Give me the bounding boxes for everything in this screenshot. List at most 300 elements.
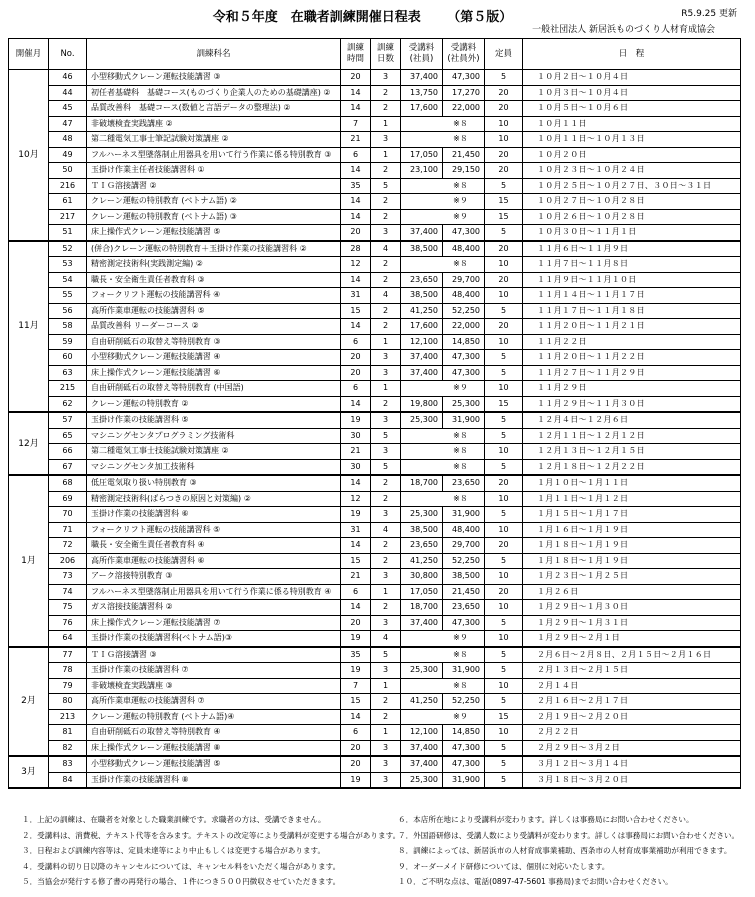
schedule-dates: ２月２２日 bbox=[523, 725, 741, 741]
training-hours: 15 bbox=[341, 303, 371, 319]
month-cell: 1月 bbox=[9, 475, 49, 647]
capacity: 5 bbox=[485, 740, 523, 756]
training-hours: 35 bbox=[341, 178, 371, 194]
training-days: 1 bbox=[371, 334, 401, 350]
schedule-dates: １１月２７日～１１月２９日 bbox=[523, 365, 741, 381]
fee-nonmember: 52,250 bbox=[443, 694, 485, 710]
course-name: 低圧電気取り扱い特別教育 ③ bbox=[87, 475, 341, 491]
course-no: 75 bbox=[49, 600, 87, 616]
training-days: 2 bbox=[371, 319, 401, 335]
title-text: 令和５年度 在職者訓練開催日程表 bbox=[212, 10, 421, 25]
course-no: 206 bbox=[49, 553, 87, 569]
table-row bbox=[9, 709, 741, 725]
fee-member: 37,400 bbox=[401, 70, 443, 86]
schedule-dates: １０月２６日～１０月２８日 bbox=[523, 209, 741, 225]
fee-note: ※９ bbox=[401, 709, 485, 725]
training-days: 3 bbox=[371, 365, 401, 381]
capacity: 20 bbox=[485, 319, 523, 335]
schedule-dates: ２月１３日～２月１５日 bbox=[523, 663, 741, 679]
schedule-dates: １２月１１日～１２月１２日 bbox=[523, 428, 741, 444]
training-days: 2 bbox=[371, 709, 401, 725]
capacity: 5 bbox=[485, 663, 523, 679]
course-name: 高所作業車運転の技能講習科 ⑥ bbox=[87, 553, 341, 569]
fee-nonmember: 48,400 bbox=[443, 288, 485, 304]
training-days: 1 bbox=[371, 116, 401, 132]
table-row bbox=[9, 334, 741, 350]
capacity: 10 bbox=[485, 288, 523, 304]
course-name: (併合)クレーン運転の特別教育＋玉掛け作業の技能講習科 ② bbox=[87, 241, 341, 257]
schedule-dates: １１月１７日～１１月１８日 bbox=[523, 303, 741, 319]
course-no: 216 bbox=[49, 178, 87, 194]
fee-member: 23,100 bbox=[401, 163, 443, 179]
fee-member: 17,050 bbox=[401, 147, 443, 163]
capacity: 10 bbox=[485, 600, 523, 616]
course-name: 玉掛け作業主任者技能講習科 ① bbox=[87, 163, 341, 179]
table-row bbox=[9, 209, 741, 225]
course-no: 67 bbox=[49, 459, 87, 475]
training-hours: 14 bbox=[341, 475, 371, 491]
course-name: 品質改善科 リーダーコース ② bbox=[87, 319, 341, 335]
schedule-dates: １０月２５日～１０月２７日、３０日～３１日 bbox=[523, 178, 741, 194]
fee-nonmember: 31,900 bbox=[443, 507, 485, 523]
fee-note: ※８ bbox=[401, 444, 485, 460]
training-days: 2 bbox=[371, 600, 401, 616]
note-item: ６．本店所在地により受講料が変わります。詳しくは事務局にお問い合わせください。 bbox=[398, 815, 694, 824]
table-row bbox=[9, 600, 741, 616]
schedule-dates: １０月５日～１０月６日 bbox=[523, 101, 741, 117]
course-no: 83 bbox=[49, 756, 87, 772]
table-row bbox=[9, 116, 741, 132]
table-row bbox=[9, 663, 741, 679]
schedule-dates: １月２９日～１月３１日 bbox=[523, 615, 741, 631]
header-fee-nonmember: 受講料 (社員外) bbox=[443, 39, 485, 70]
training-days: 3 bbox=[371, 412, 401, 428]
fee-member: 41,250 bbox=[401, 303, 443, 319]
training-days: 4 bbox=[371, 522, 401, 538]
training-days: 2 bbox=[371, 257, 401, 273]
course-name: フォークリフト運転の技能講習科 ⑤ bbox=[87, 522, 341, 538]
training-days: 3 bbox=[371, 507, 401, 523]
note-item: ５．当協会が発行する修了書の再発行の場合、１件につき５００円徴収させていただきます。 bbox=[22, 877, 341, 886]
course-name: 初任者基礎科 基礎コース(ものづくり企業人のための基礎講座) ② bbox=[87, 85, 341, 101]
capacity: 5 bbox=[485, 350, 523, 366]
table-row bbox=[9, 584, 741, 600]
fee-member: 12,100 bbox=[401, 725, 443, 741]
schedule-dates: １月２９日～２月１日 bbox=[523, 631, 741, 647]
course-no: 81 bbox=[49, 725, 87, 741]
course-name: 精密測定技術科(実践測定編) ② bbox=[87, 257, 341, 273]
training-hours: 20 bbox=[341, 225, 371, 241]
header-no: No. bbox=[49, 39, 87, 70]
course-no: 73 bbox=[49, 569, 87, 585]
training-days: 2 bbox=[371, 85, 401, 101]
table-row bbox=[9, 303, 741, 319]
course-no: 62 bbox=[49, 396, 87, 412]
course-no: 74 bbox=[49, 584, 87, 600]
course-name: アーク溶接特別教育 ③ bbox=[87, 569, 341, 585]
fee-note: ※８ bbox=[401, 491, 485, 507]
course-name: 床上操作式クレーン運転技能講習 ⑤ bbox=[87, 225, 341, 241]
course-no: 52 bbox=[49, 241, 87, 257]
table-row bbox=[9, 772, 741, 788]
fee-member: 38,500 bbox=[401, 241, 443, 257]
table-row bbox=[9, 756, 741, 772]
schedule-dates: １月１０日～１月１１日 bbox=[523, 475, 741, 491]
fee-member: 13,750 bbox=[401, 85, 443, 101]
table-row bbox=[9, 85, 741, 101]
course-name: 職長・安全衛生責任者教育科 ③ bbox=[87, 272, 341, 288]
note-item: ７．外国語研修は、受講人数により受講料が変わります。詳しくは事務局にお問い合わせください。 bbox=[398, 830, 740, 840]
fee-nonmember: 31,900 bbox=[443, 663, 485, 679]
training-days: 1 bbox=[371, 584, 401, 600]
course-no: 68 bbox=[49, 475, 87, 491]
course-name: 玉掛け作業の技能講習科 ⑦ bbox=[87, 663, 341, 679]
training-days: 5 bbox=[371, 647, 401, 663]
schedule-dates: １０月１１日～１０月１３日 bbox=[523, 132, 741, 148]
table-row bbox=[9, 350, 741, 366]
training-hours: 6 bbox=[341, 584, 371, 600]
table-row bbox=[9, 725, 741, 741]
training-days: 1 bbox=[371, 725, 401, 741]
header-row bbox=[9, 39, 741, 70]
fee-note: ※８ bbox=[401, 116, 485, 132]
fee-nonmember: 21,450 bbox=[443, 147, 485, 163]
course-no: 49 bbox=[49, 147, 87, 163]
course-name: 床上操作式クレーン運転技能講習 ⑧ bbox=[87, 740, 341, 756]
course-name: 非破壊検査実践講座 ③ bbox=[87, 678, 341, 694]
course-name: 玉掛け作業の技能講習科 ⑥ bbox=[87, 507, 341, 523]
training-days: 4 bbox=[371, 241, 401, 257]
table-row bbox=[9, 70, 741, 86]
fee-nonmember: 47,300 bbox=[443, 70, 485, 86]
training-days: 4 bbox=[371, 631, 401, 647]
schedule-dates: １１月７日～１１月８日 bbox=[523, 257, 741, 273]
training-days: 2 bbox=[371, 194, 401, 210]
schedule-dates: １２月１３日～１２月１５日 bbox=[523, 444, 741, 460]
training-days: 5 bbox=[371, 428, 401, 444]
schedule-dates: １月２３日～１月２５日 bbox=[523, 569, 741, 585]
capacity: 20 bbox=[485, 475, 523, 491]
training-days: 3 bbox=[371, 350, 401, 366]
training-days: 5 bbox=[371, 459, 401, 475]
course-name: フルハーネス型墜落制止用器具を用いて行う作業に係る特別教育 ③ bbox=[87, 147, 341, 163]
training-days: 2 bbox=[371, 491, 401, 507]
table-row bbox=[9, 132, 741, 148]
table-row bbox=[9, 178, 741, 194]
fee-member: 41,250 bbox=[401, 694, 443, 710]
course-name: ガス溶接技能講習科 ② bbox=[87, 600, 341, 616]
schedule-dates: １２月４日～１２月６日 bbox=[523, 412, 741, 428]
schedule-dates: １０月２日～１０月４日 bbox=[523, 70, 741, 86]
fee-note: ※８ bbox=[401, 257, 485, 273]
table-row bbox=[9, 740, 741, 756]
training-hours: 14 bbox=[341, 272, 371, 288]
table-row bbox=[9, 444, 741, 460]
note-item: ３．日程および訓練内容等は、定員未達等により中止もしくは変更する場合があります。 bbox=[22, 846, 326, 855]
course-name: マシニングセンタプログラミング技術科 bbox=[87, 428, 341, 444]
month-cell: 2月 bbox=[9, 647, 49, 757]
fee-member: 19,800 bbox=[401, 396, 443, 412]
schedule-dates: １月１６日～１月１９日 bbox=[523, 522, 741, 538]
training-days: 3 bbox=[371, 615, 401, 631]
training-hours: 7 bbox=[341, 678, 371, 694]
capacity: 15 bbox=[485, 709, 523, 725]
fee-nonmember: 25,300 bbox=[443, 396, 485, 412]
schedule-dates: １２月１８日～１２月２２日 bbox=[523, 459, 741, 475]
capacity: 20 bbox=[485, 147, 523, 163]
table-row bbox=[9, 288, 741, 304]
table-row bbox=[9, 678, 741, 694]
course-no: 51 bbox=[49, 225, 87, 241]
course-name: ＴＩＧ溶接講習 ② bbox=[87, 178, 341, 194]
training-days: 3 bbox=[371, 663, 401, 679]
header-schedule: 日 程 bbox=[523, 39, 741, 70]
course-no: 80 bbox=[49, 694, 87, 710]
month-cell: 10月 bbox=[9, 70, 49, 241]
organization-name: 一般社団法人 新居浜ものづくり人材育成協会 bbox=[532, 25, 715, 35]
course-name: クレーン運転の特別教育 (ベトナム語) ③ bbox=[87, 209, 341, 225]
course-name: 第二種電気工事士筆記試験対策講座 ② bbox=[87, 132, 341, 148]
training-hours: 20 bbox=[341, 740, 371, 756]
table-row bbox=[9, 412, 741, 428]
table-row bbox=[9, 101, 741, 117]
training-hours: 12 bbox=[341, 491, 371, 507]
schedule-dates: １月２６日 bbox=[523, 584, 741, 600]
table-row bbox=[9, 272, 741, 288]
note-item: ８．訓練によっては、新居浜市の人材育成事業補助、西条市の人材育成事業補助が利用できます。 bbox=[398, 846, 732, 855]
table-row bbox=[9, 365, 741, 381]
course-name: フォークリフト運転の技能講習科 ④ bbox=[87, 288, 341, 304]
training-hours: 19 bbox=[341, 772, 371, 788]
fee-member: 38,500 bbox=[401, 288, 443, 304]
course-name: 非破壊検査実践講座 ② bbox=[87, 116, 341, 132]
schedule-dates: １月２９日～１月３０日 bbox=[523, 600, 741, 616]
course-name: 玉掛け作業の技能講習科 ⑤ bbox=[87, 412, 341, 428]
capacity: 15 bbox=[485, 396, 523, 412]
training-hours: 19 bbox=[341, 631, 371, 647]
table-row bbox=[9, 319, 741, 335]
month-cell: 3月 bbox=[9, 756, 49, 788]
schedule-dates: ２月２９日～３月２日 bbox=[523, 740, 741, 756]
schedule-dates: １０月３日～１０月４日 bbox=[523, 85, 741, 101]
capacity: 10 bbox=[485, 116, 523, 132]
training-days: 2 bbox=[371, 475, 401, 491]
course-no: 45 bbox=[49, 101, 87, 117]
training-days: 1 bbox=[371, 147, 401, 163]
edition-text: （第５版） bbox=[447, 10, 513, 25]
training-days: 3 bbox=[371, 740, 401, 756]
training-hours: 14 bbox=[341, 396, 371, 412]
fee-member: 18,700 bbox=[401, 600, 443, 616]
course-name: クレーン運転の特別教育 ② bbox=[87, 396, 341, 412]
fee-member: 37,400 bbox=[401, 225, 443, 241]
course-name: 玉掛け作業の技能講習科(ベトナム語)③ bbox=[87, 631, 341, 647]
fee-member: 12,100 bbox=[401, 334, 443, 350]
schedule-dates: １１月９日～１１月１０日 bbox=[523, 272, 741, 288]
capacity: 10 bbox=[485, 725, 523, 741]
course-name: 小型移動式クレーン運転技能講習 ④ bbox=[87, 350, 341, 366]
training-hours: 21 bbox=[341, 132, 371, 148]
month-cell: 11月 bbox=[9, 241, 49, 413]
fee-nonmember: 17,270 bbox=[443, 85, 485, 101]
training-days: 3 bbox=[371, 756, 401, 772]
fee-note: ※８ bbox=[401, 459, 485, 475]
course-name: クレーン運転の特別教育 (ベトナム語) ② bbox=[87, 194, 341, 210]
table-row bbox=[9, 569, 741, 585]
fee-nonmember: 14,850 bbox=[443, 334, 485, 350]
capacity: 20 bbox=[485, 538, 523, 554]
header-month: 開催月 bbox=[9, 39, 49, 70]
training-days: 5 bbox=[371, 178, 401, 194]
table-row bbox=[9, 428, 741, 444]
fee-member: 37,400 bbox=[401, 350, 443, 366]
course-no: 76 bbox=[49, 615, 87, 631]
course-name: 高所作業車運転の技能講習科 ⑦ bbox=[87, 694, 341, 710]
course-name: 床上操作式クレーン運転技能講習 ⑥ bbox=[87, 365, 341, 381]
updated-date: R5.9.25 更新 bbox=[681, 9, 737, 19]
training-days: 3 bbox=[371, 70, 401, 86]
schedule-dates: １０月２７日～１０月２８日 bbox=[523, 194, 741, 210]
course-no: 56 bbox=[49, 303, 87, 319]
schedule-table bbox=[8, 38, 741, 789]
capacity: 20 bbox=[485, 85, 523, 101]
training-hours: 14 bbox=[341, 85, 371, 101]
notes-right bbox=[398, 812, 739, 890]
training-hours: 20 bbox=[341, 70, 371, 86]
fee-note: ※８ bbox=[401, 428, 485, 444]
fee-nonmember: 47,300 bbox=[443, 225, 485, 241]
fee-member: 37,400 bbox=[401, 740, 443, 756]
course-name: 床上操作式クレーン運転技能講習 ⑦ bbox=[87, 615, 341, 631]
capacity: 5 bbox=[485, 459, 523, 475]
schedule-dates: ２月１６日～２月１７日 bbox=[523, 694, 741, 710]
capacity: 20 bbox=[485, 101, 523, 117]
schedule-dates: ２月１４日 bbox=[523, 678, 741, 694]
training-days: 2 bbox=[371, 538, 401, 554]
course-name: 第二種電気工事士技能試験対策講座 ② bbox=[87, 444, 341, 460]
note-item: ４．受講料の切り日以降のキャンセルについては、キャンセル料をいただく場合があります。 bbox=[22, 861, 341, 871]
table-row bbox=[9, 459, 741, 475]
fee-nonmember: 22,000 bbox=[443, 319, 485, 335]
course-no: 215 bbox=[49, 381, 87, 397]
schedule-dates: ２月６日～２月８日、２月１５日～２月１６日 bbox=[523, 647, 741, 663]
schedule-dates: １１月６日～１１月９日 bbox=[523, 241, 741, 257]
schedule-dates: １月１８日～１月１９日 bbox=[523, 553, 741, 569]
course-no: 78 bbox=[49, 663, 87, 679]
course-no: 69 bbox=[49, 491, 87, 507]
training-hours: 31 bbox=[341, 522, 371, 538]
fee-nonmember: 31,900 bbox=[443, 412, 485, 428]
course-no: 58 bbox=[49, 319, 87, 335]
capacity: 20 bbox=[485, 163, 523, 179]
schedule-dates: １月１８日～１月１９日 bbox=[523, 538, 741, 554]
table-row bbox=[9, 475, 741, 491]
course-name: マシニングセンタ加工技術科 bbox=[87, 459, 341, 475]
table-row bbox=[9, 647, 741, 663]
fee-note: ※８ bbox=[401, 132, 485, 148]
capacity: 10 bbox=[485, 444, 523, 460]
training-hours: 21 bbox=[341, 444, 371, 460]
training-hours: 30 bbox=[341, 459, 371, 475]
notes-left bbox=[22, 812, 400, 890]
fee-member: 37,400 bbox=[401, 615, 443, 631]
fee-member: 25,300 bbox=[401, 412, 443, 428]
course-no: 71 bbox=[49, 522, 87, 538]
course-name: ＴＩＧ溶接講習 ③ bbox=[87, 647, 341, 663]
training-days: 2 bbox=[371, 396, 401, 412]
schedule-dates: １１月２２日 bbox=[523, 334, 741, 350]
course-no: 46 bbox=[49, 70, 87, 86]
training-days: 2 bbox=[371, 272, 401, 288]
schedule-dates: ３月１８日～３月２０日 bbox=[523, 772, 741, 788]
capacity: 5 bbox=[485, 412, 523, 428]
training-hours: 20 bbox=[341, 350, 371, 366]
fee-nonmember: 52,250 bbox=[443, 553, 485, 569]
table-row bbox=[9, 538, 741, 554]
course-no: 64 bbox=[49, 631, 87, 647]
capacity: 5 bbox=[485, 615, 523, 631]
table-row bbox=[9, 225, 741, 241]
training-hours: 14 bbox=[341, 600, 371, 616]
schedule-dates: １月１１日～１月１２日 bbox=[523, 491, 741, 507]
training-hours: 20 bbox=[341, 756, 371, 772]
training-days: 1 bbox=[371, 381, 401, 397]
course-name: 自由研削砥石の取替え等特別教育 ④ bbox=[87, 725, 341, 741]
course-no: 63 bbox=[49, 365, 87, 381]
table-row bbox=[9, 491, 741, 507]
capacity: 5 bbox=[485, 553, 523, 569]
capacity: 5 bbox=[485, 225, 523, 241]
course-name: 自由研削砥石の取替え等特別教育 ③ bbox=[87, 334, 341, 350]
training-hours: 31 bbox=[341, 288, 371, 304]
training-hours: 15 bbox=[341, 553, 371, 569]
capacity: 10 bbox=[485, 522, 523, 538]
fee-nonmember: 31,900 bbox=[443, 772, 485, 788]
table-row bbox=[9, 147, 741, 163]
fee-member: 41,250 bbox=[401, 553, 443, 569]
fee-member: 25,300 bbox=[401, 507, 443, 523]
schedule-dates: １０月２０日 bbox=[523, 147, 741, 163]
table-row bbox=[9, 522, 741, 538]
note-item: ９．オーダーメイド研修については、個別に対応いたします。 bbox=[398, 861, 610, 871]
course-no: 84 bbox=[49, 772, 87, 788]
note-item: ２．受講料は、消費税、テキスト代等を含みます。テキストの改定等により受講料が変更する場合があります。 bbox=[22, 830, 401, 840]
fee-note: ※９ bbox=[401, 631, 485, 647]
training-hours: 30 bbox=[341, 428, 371, 444]
fee-nonmember: 29,150 bbox=[443, 163, 485, 179]
note-item: １．上記の訓練は、在職者を対象とした職業訓練です。求職者の方は、受講できません。 bbox=[22, 815, 326, 824]
capacity: 5 bbox=[485, 647, 523, 663]
training-hours: 15 bbox=[341, 694, 371, 710]
training-hours: 19 bbox=[341, 663, 371, 679]
capacity: 10 bbox=[485, 569, 523, 585]
course-no: 59 bbox=[49, 334, 87, 350]
schedule-dates: １１月２９日 bbox=[523, 381, 741, 397]
fee-member: 25,300 bbox=[401, 772, 443, 788]
course-name: 品質改善科 基礎コース(数値と言語データの整理法) ② bbox=[87, 101, 341, 117]
training-hours: 28 bbox=[341, 241, 371, 257]
training-hours: 20 bbox=[341, 615, 371, 631]
training-days: 2 bbox=[371, 209, 401, 225]
fee-note: ※８ bbox=[401, 647, 485, 663]
capacity: 5 bbox=[485, 756, 523, 772]
note-item: １０．ご不明な点は、電話(0897-47-5601 事務局)までお問い合わせください。 bbox=[398, 877, 673, 886]
fee-member: 38,500 bbox=[401, 522, 443, 538]
table-row bbox=[9, 194, 741, 210]
capacity: 10 bbox=[485, 491, 523, 507]
table-row bbox=[9, 257, 741, 273]
header-days: 訓練 日数 bbox=[371, 39, 401, 70]
